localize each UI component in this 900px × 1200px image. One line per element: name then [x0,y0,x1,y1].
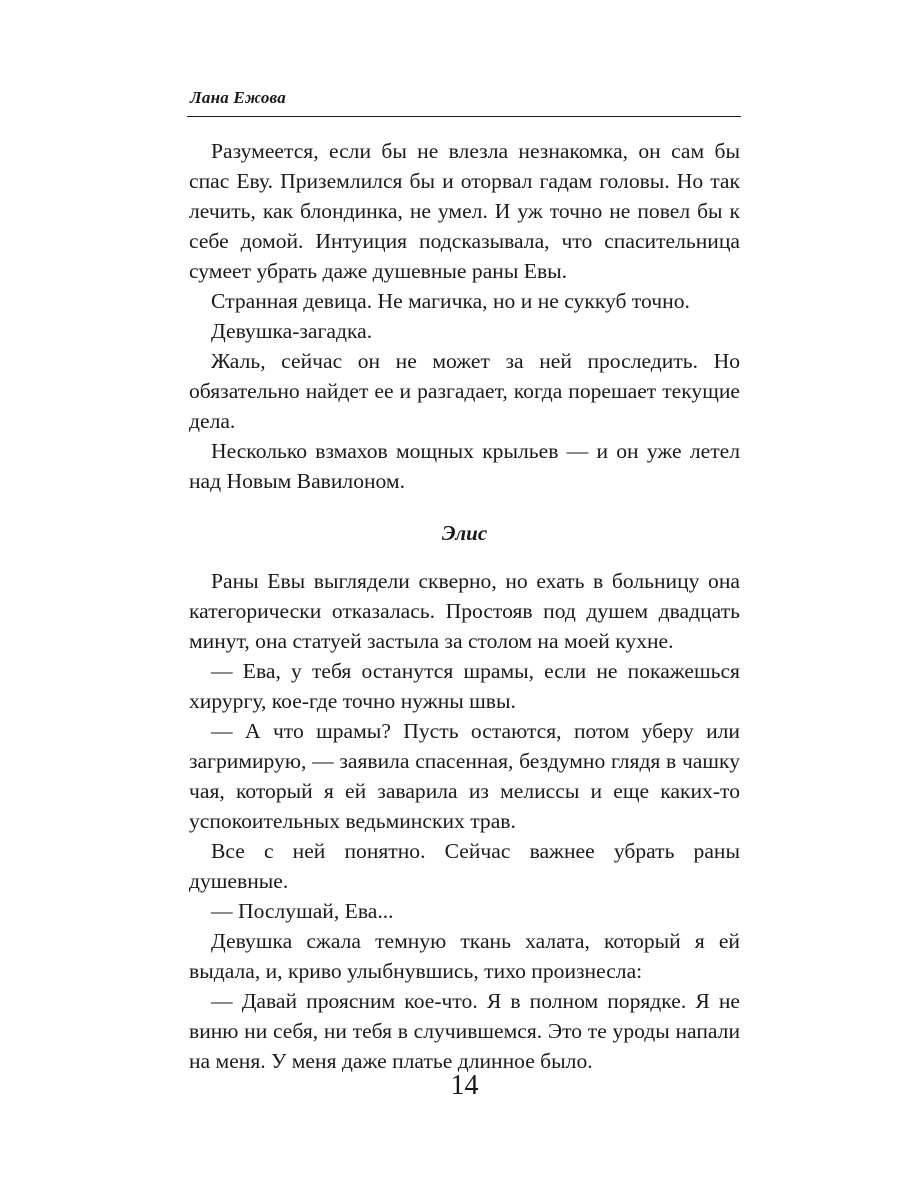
page-number: 14 [450,1070,479,1101]
paragraph: Девушка-загадка. [211,319,373,343]
paragraph: Жаль, сейчас он не может за ней проследить. Но обязательно найдет ее и разгадает, когда порешает текущие дела. [189,349,740,433]
chapter-title: Элис [441,521,488,545]
paragraph: — Ева, у тебя останутся шрамы, если не покажешься хирургу, кое-где точно нужны швы. [189,659,740,713]
paragraph: Странная девица. Не магичка, но и не суккуб точно. [211,289,690,313]
paragraph: Разумеется, если бы не влезла незнакомка, он сам бы спас Еву. Приземлился бы и оторвал гадам головы. Но так лечить, как блондинка, не умел. И уж точно не повел бы к себе домой. Интуиция подсказывала, что спасительница сумеет убрать даже душевные раны Евы. [189,139,740,283]
running-header [187,88,741,117]
paragraph: — Давай проясним кое-что. Я в полном порядке. Я не виню ни себя, ни тебя в случившемся. Это те уроды напали на меня. У меня даже платье длинное было. [189,989,740,1073]
paragraph: Раны Евы выглядели скверно, но ехать в больницу она категорически отказалась. Простояв под душем двадцать минут, она статуей застыла за столом на моей кухне. [189,569,740,653]
paragraph: — Послушай, Ева... [211,899,394,923]
paragraph: Девушка сжала темную ткань халата, который я ей выдала, и, криво улыбнувшись, тихо произнесла: [189,929,740,983]
paragraph: Все с ней понятно. Сейчас важнее убрать раны душевные. [189,839,740,893]
text-section-2 [189,566,740,1076]
paragraph: Несколько взмахов мощных крыльев — и он уже летел над Новым Вавилоном. [189,439,740,493]
text-section-1 [189,136,740,496]
paragraph: — А что шрамы? Пусть остаются, потом уберу или загримирую, — заявила спасенная, бездумно глядя в чашку чая, который я ей заварила из мелиссы и еще каких-то успокоительных ведьминских трав. [189,719,740,833]
header-author: Лана Ежова [190,88,286,107]
